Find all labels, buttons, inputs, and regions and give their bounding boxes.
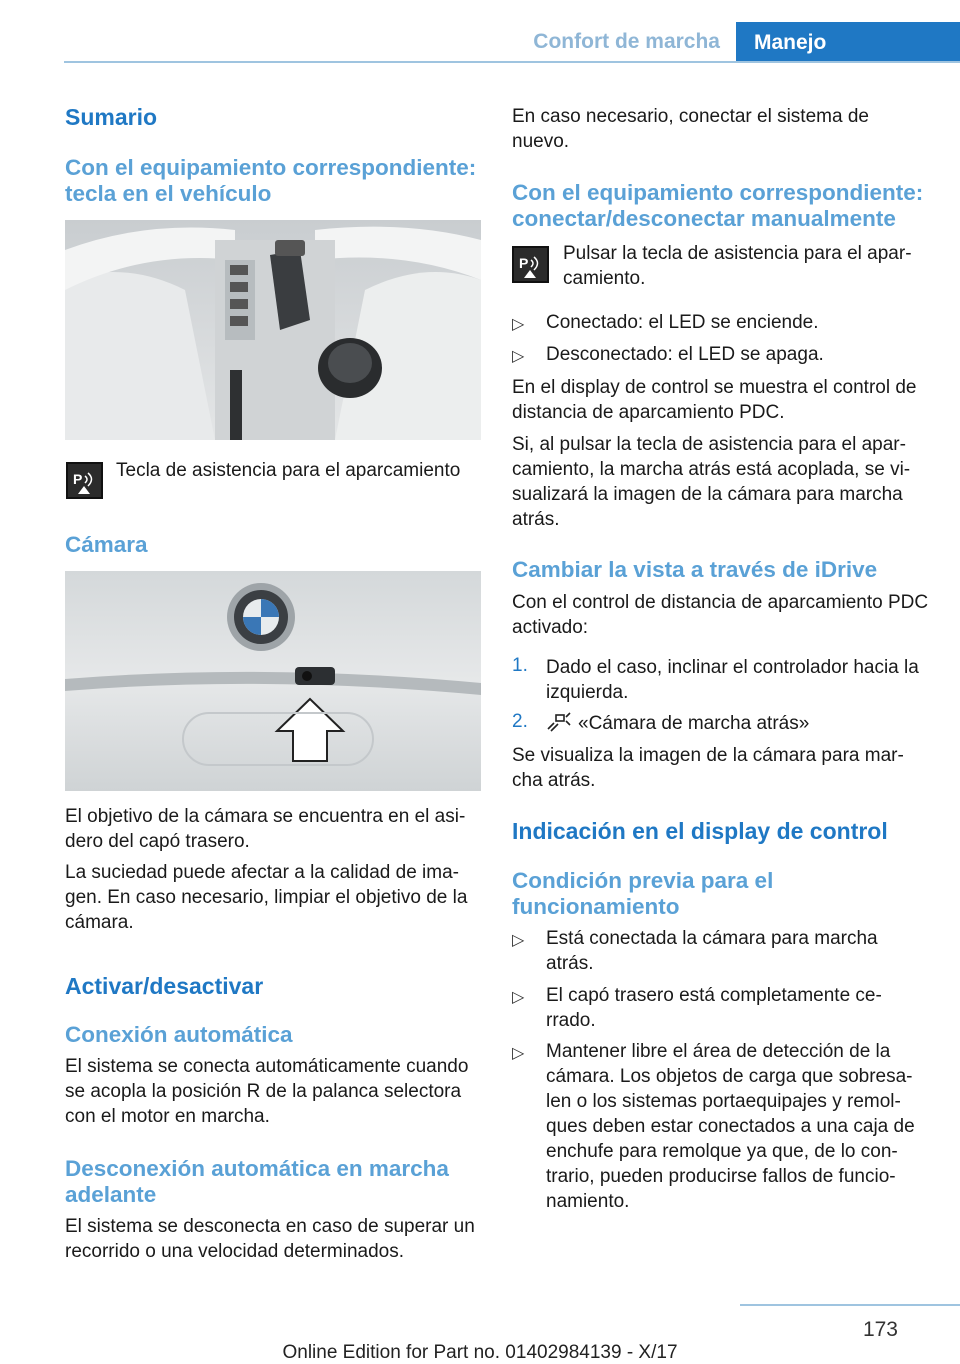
heading-sumario: Sumario [65,104,158,130]
text-conexion: El sistema se conecta automáticamente cuando se acopla la posición R de la palanca selectora con el motor en marcha. [65,1056,469,1127]
triangle-right-icon: ▷ [512,348,525,365]
svg-text:P: P [73,471,83,487]
edition-line: Online Edition for Part no. 01402984139 - X/17 [282,1342,678,1363]
heading-equip-manual: Con el equipamiento correspondiente: conectar/desconectar manualmente [512,180,924,231]
parking-assist-icon [512,246,549,283]
heading-indicacion: Indicación en el display de control [512,818,888,844]
bullet-area-deteccion: Mantener libre el área de detección de la cámara. Los objetos de carga que sobresa‐ len o los sistemas portaequipajes y remol‐ ques deben estar conectados a una caja de enchufe para remolque ya que, de lo con‐ trario, pueden producirse fallos de funcio‐ namiento. [546,1041,915,1212]
photo-center-console [65,220,481,440]
text-desconexion: El sistema se desconecta en caso de superar un recorrido o una velocidad determinados. [65,1216,475,1262]
step-text: Dado el caso, inclinar el controlador hacia la izquierda. [546,657,919,703]
step-text: «Cámara de marcha atrás» [578,713,810,734]
text-visualiza: Se visualiza la imagen de la cámara para mar‐ cha atrás. [512,745,904,791]
triangle-right-icon: ▷ [512,1045,525,1062]
header-chapter-tab: Manejo [736,22,960,63]
text-suciedad: La suciedad puede afectar a la calidad de ima‐ gen. En caso necesario, limpiar el objetivo de la cámara. [65,862,468,933]
bullet-desconectado: Desconectado: el LED se apaga. [546,344,824,365]
triangle-right-icon: ▷ [512,989,525,1006]
heading-conexion: Conexión automática [65,1022,293,1047]
header-section-title: Confort de marcha [533,30,720,53]
text-si: Si, al pulsar la tecla de asistencia para el apar‐ camiento, la marcha atrás está acoplada, se vi‐ sualizará la imagen de la cámara para marcha atrás. [512,434,911,530]
heading-equip-tecla: Con el equipamiento correspondiente: tecla en el vehículo [65,155,477,206]
bullet-conectado: Conectado: el LED se enciende. [546,312,819,333]
text-objetivo: El objetivo de la cámara se encuentra en el asi‐ dero del capó trasero. [65,806,466,852]
heading-activar: Activar/desactivar [65,973,264,999]
triangle-right-icon: ▷ [512,932,525,949]
rear-camera-icon [546,711,572,735]
photo-rear-camera [65,571,481,791]
step-number: 1. [512,655,528,676]
text-con-control: Con el control de distancia de aparcamiento PDC activado: [512,592,929,638]
svg-text:P: P [519,255,529,271]
footer-rule [740,1304,960,1306]
parking-assist-icon [66,462,103,499]
rear-camera-illustration [65,571,481,791]
heading-desconexion: Desconexión automática en marcha adelante [65,1156,449,1207]
caption-tecla: Tecla de asistencia para el aparcamiento [116,460,461,481]
heading-cambiar: Cambiar la vista a través de iDrive [512,557,878,582]
bullet-camara-conectada: Está conectada la cámara para marcha atrás. [546,928,878,974]
text-pulsar: Pulsar la tecla de asistencia para el apar‐ camiento. [563,243,912,289]
page-number: 173 [862,1318,898,1341]
center-console-illustration [65,220,481,440]
heading-camara: Cámara [65,532,148,557]
step-number: 2. [512,711,528,732]
text-encaso: En caso necesario, conectar el sistema de nuevo. [512,106,869,152]
text-display: En el display de control se muestra el control de distancia de aparcamiento PDC. [512,377,917,423]
header-rule [64,61,960,63]
triangle-right-icon: ▷ [512,316,525,333]
bullet-capo-cerrado: El capó trasero está completamente ce‐ rrado. [546,985,882,1031]
heading-condicion: Condición previa para el funcionamiento [512,868,774,919]
